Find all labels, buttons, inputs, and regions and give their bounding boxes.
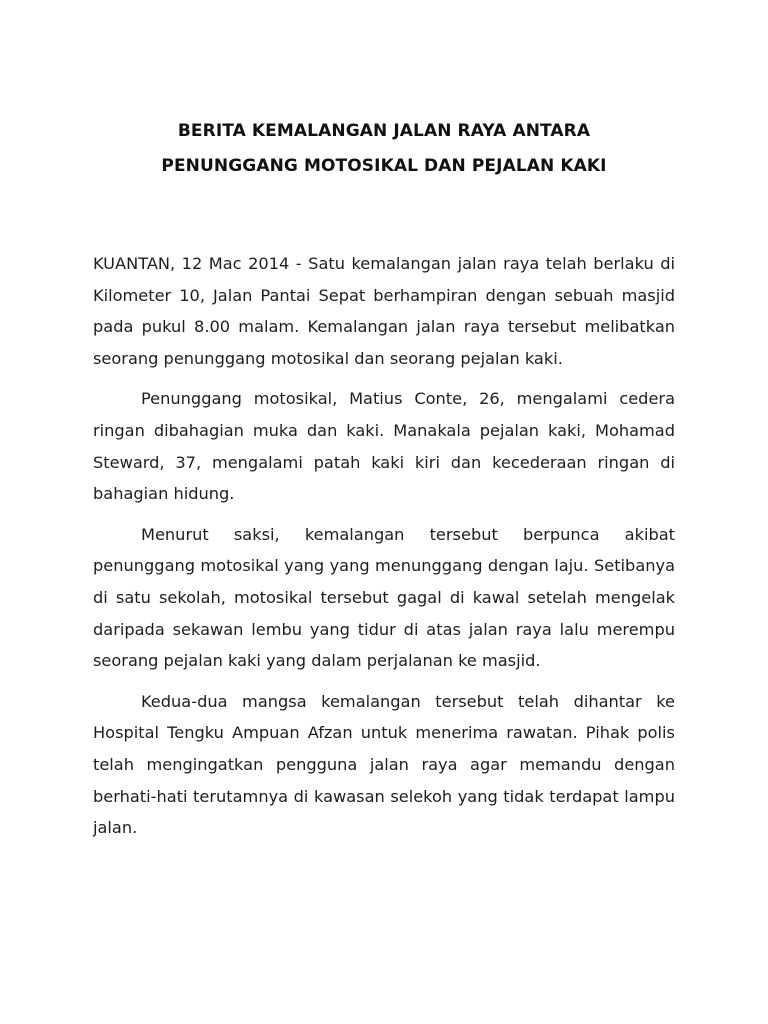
article-body bbox=[93, 248, 675, 853]
headline-line-1: BERITA KEMALANGAN JALAN RAYA ANTARA bbox=[177, 121, 591, 141]
paragraph-dateline: KUANTAN, 12 Mac 2014 - Satu kemalangan jalan raya telah berlaku di Kilometer 10, Jalan Pantai Sepat berhampiran dengan sebuah masjid pada pukul 8.00 malam. Kemalangan jalan raya tersebut melibatkan seorang penunggang motosikal dan seorang pejalan kaki. bbox=[93, 254, 675, 368]
paragraph-witness-account: Menurut saksi, kemalangan tersebut berpunca akibat penunggang motosikal yang yang menunggang dengan laju. Setibanya di satu sekolah, motosikal tersebut gagal di kawal setelah mengelak daripada sekawan lembu yang tidur di atas jalan raya lalu merempu seorang pejalan kaki yang dalam perjalanan ke masjid. bbox=[93, 524, 675, 671]
paragraph-hospital-police: Kedua-dua mangsa kemalangan tersebut telah dihantar ke Hospital Tengku Ampuan Afzan untuk menerima rawatan. Pihak polis telah mengingatkan pengguna jalan raya agar memandu dengan berhati-hati terutamnya di kawasan selekoh yang tidak terdapat lampu jalan. bbox=[93, 691, 675, 838]
headline-line-2: PENUNGGANG MOTOSIKAL DAN PEJALAN KAKI bbox=[161, 156, 607, 176]
paragraph-injuries: Penunggang motosikal, Matius Conte, 26, mengalami cedera ringan dibahagian muka dan kaki. Manakala pejalan kaki, Mohamad Steward, 37, mengalami patah kaki kiri dan kecederaan ringan di bahagian hidung. bbox=[93, 389, 675, 504]
